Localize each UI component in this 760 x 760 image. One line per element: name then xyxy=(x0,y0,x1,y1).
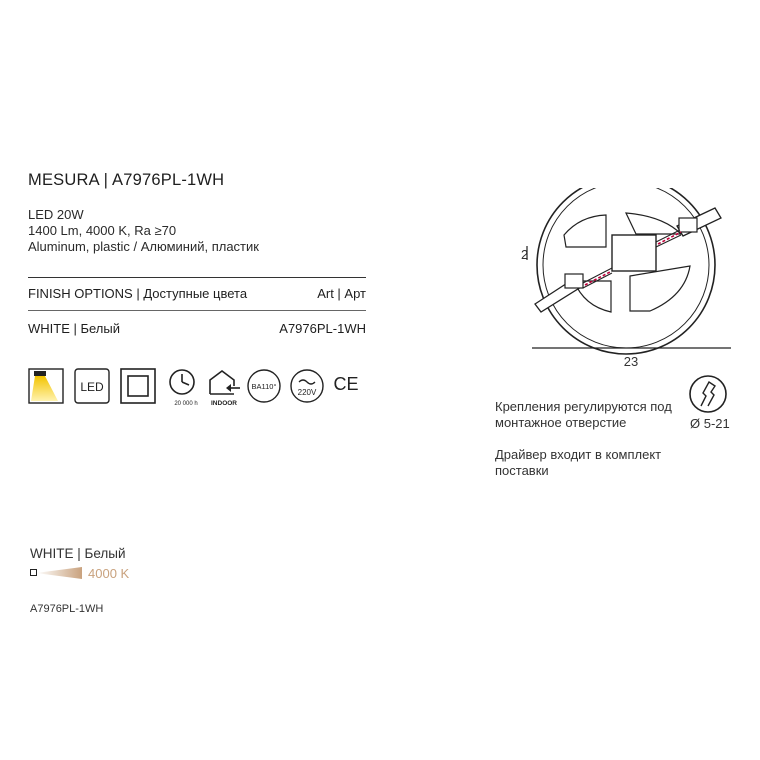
svg-text:CE: CE xyxy=(333,374,359,394)
finish-header-label: FINISH OPTIONS | Доступные цвета xyxy=(28,286,248,301)
finish-swatch-label: WHITE | Белый xyxy=(30,546,126,561)
finish-table-row xyxy=(28,321,366,336)
spec-power: LED 20W xyxy=(28,207,84,222)
ce-mark-icon xyxy=(331,368,361,398)
height-label: 2 xyxy=(521,247,529,262)
svg-text:LED: LED xyxy=(80,380,104,394)
table-mid-rule xyxy=(28,310,366,311)
table-top-rule xyxy=(28,277,366,278)
voltage-icon xyxy=(289,368,325,404)
finish-table-header xyxy=(28,286,366,301)
mounting-hole-icon xyxy=(688,374,728,414)
led-icon xyxy=(74,368,110,404)
finish-row-color: WHITE | Белый xyxy=(28,321,121,336)
svg-text:20 000 h: 20 000 h xyxy=(174,401,198,407)
kelvin-label: 4000 K xyxy=(88,566,130,581)
feature-icon-strip xyxy=(28,368,368,408)
hole-range-label: Ø 5-21 xyxy=(690,416,730,431)
ba110-icon xyxy=(246,368,282,404)
finish-row-article: A7976PL-1WH xyxy=(279,321,366,336)
svg-text:BA110°: BA110° xyxy=(251,382,277,391)
indoor-icon xyxy=(204,368,246,408)
width-label: 23 xyxy=(623,354,639,369)
driver-note: Драйвер входит в комплект поставки xyxy=(495,447,662,478)
driver-box xyxy=(612,235,656,271)
article-code: A7976PL-1WH xyxy=(30,603,104,615)
svg-text:INDOOR: INDOOR xyxy=(211,400,237,407)
spec-lumen: 1400 Lm, 4000 K, Ra ≥70 xyxy=(28,223,177,238)
square-fixture-icon xyxy=(120,368,156,404)
svg-text:220V: 220V xyxy=(297,388,317,397)
spec-material: Aluminum, plastic / Алюминий, пластик xyxy=(28,239,259,254)
lifetime-clock-icon xyxy=(166,368,206,408)
product-title: MESURA | A7976PL-1WH xyxy=(28,171,225,189)
color-temperature-swatch xyxy=(30,567,82,579)
technical-drawing xyxy=(505,188,735,378)
mounting-note: Крепления регулируются под монтажное отверстие xyxy=(495,399,672,430)
downlight-icon xyxy=(28,368,64,404)
art-header-label: Art | Арт xyxy=(317,286,366,301)
